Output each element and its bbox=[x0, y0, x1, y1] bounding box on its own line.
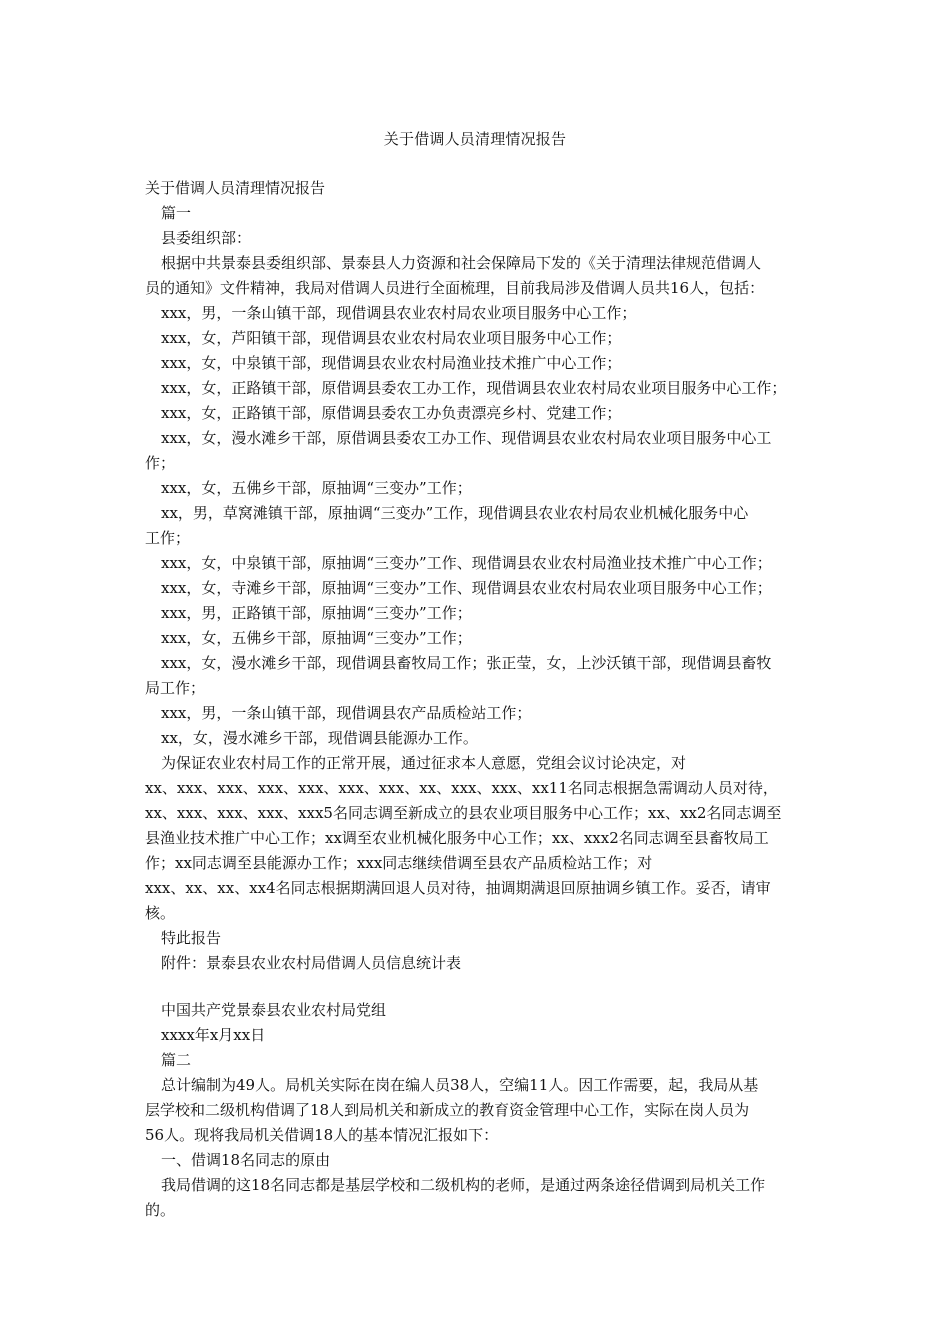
paragraph-line: 县渔业技术推广中心工作；xx调至农业机械化服务中心工作；xx、xxx2名同志调至县畜牧局工 bbox=[145, 829, 769, 847]
paragraph-line: 核。 bbox=[145, 904, 176, 922]
section-label: 篇一 bbox=[161, 204, 192, 222]
person-line: xxx，女，芦阳镇干部，现借调县农业农村局农业项目服务中心工作； bbox=[161, 329, 622, 347]
paragraph-line: xx、xxx、xxx、xxx、xxx5名同志调至新成立的县农业项目服务中心工作；xx、xx2名同志调至 bbox=[145, 804, 782, 822]
paragraph-line: xxx、xx、xx、xx4名同志根据期满回退人员对待，抽调期满退回原抽调乡镇工作。妥否，请审 bbox=[145, 879, 771, 897]
paragraph-line: 层学校和二级机构借调了18人到局机关和新成立的教育资金管理中心工作，实际在岗人员为 bbox=[145, 1101, 750, 1119]
document-body bbox=[145, 176, 811, 1223]
person-line: xxx，女，寺滩乡干部，原抽调“三变办”工作、现借调县农业农村局农业项目服务中心工作； bbox=[161, 579, 772, 597]
paragraph-line: 我局借调的这18名同志都是基层学校和二级机构的老师，是通过两条途径借调到局机关工作 bbox=[161, 1176, 766, 1194]
person-line-continuation: 作； bbox=[145, 454, 176, 472]
closing-line: 特此报告 bbox=[161, 929, 222, 947]
person-line: xxx，女，中泉镇干部，原抽调“三变办”工作、现借调县农业农村局渔业技术推广中心工作； bbox=[161, 554, 772, 572]
subheading-line: 一、借调18名同志的原由 bbox=[161, 1151, 331, 1169]
recipient-line: 县委组织部： bbox=[161, 229, 252, 247]
paragraph-line: 根据中共景泰县委组织部、景泰县人力资源和社会保障局下发的《关于清理法律规范借调人 bbox=[161, 254, 762, 272]
blank-line bbox=[145, 976, 811, 998]
person-line: xxx，男，一条山镇干部，现借调县农业农村局农业项目服务中心工作； bbox=[161, 304, 637, 322]
paragraph-line: 员的通知》文件精神，我局对借调人员进行全面梳理，目前我局涉及借调人员共16人，包括： bbox=[145, 279, 765, 297]
paragraph-line: 的。 bbox=[145, 1201, 176, 1219]
person-line: xx，男，草窝滩镇干部，原抽调“三变办”工作，现借调县农业农村局农业机械化服务中心 bbox=[161, 504, 749, 522]
person-line: xxx，女，正路镇干部，原借调县委农工办工作，现借调县农业农村局农业项目服务中心工作； bbox=[161, 379, 787, 397]
person-line: xxx，男，正路镇干部，原抽调“三变办”工作； bbox=[161, 604, 472, 622]
person-line: xxx，女，正路镇干部，原借调县委农工办负责漂亮乡村、党建工作； bbox=[161, 404, 622, 422]
paragraph-line: 56人。现将我局机关借调18人的基本情况汇报如下： bbox=[145, 1126, 499, 1144]
section-label: 篇二 bbox=[161, 1051, 192, 1069]
person-line-continuation: 工作； bbox=[145, 529, 191, 547]
attachment-line: 附件：景泰县农业农村局借调人员信息统计表 bbox=[161, 954, 462, 972]
paragraph-line: xx、xxx、xxx、xxx、xxx、xxx、xxx、xx、xxx、xxx、xx11名同志根据急需调动人员对待， bbox=[145, 779, 778, 797]
person-line: xxx，女，漫水滩乡干部，原借调县委农工办工作、现借调县农业农村局农业项目服务中心工 bbox=[161, 429, 772, 447]
paragraph-line: 总计编制为49人。局机关实际在岗在编人员38人，空编11人。因工作需要，起，我局从基 bbox=[161, 1076, 759, 1094]
document-title: 关于借调人员清理情况报告 bbox=[383, 130, 567, 148]
signature-line: 中国共产党景泰县农业农村局党组 bbox=[161, 1001, 387, 1019]
person-line: xx，女，漫水滩乡干部，现借调县能源办工作。 bbox=[161, 729, 478, 747]
person-line: xxx，男，一条山镇干部，现借调县农产品质检站工作； bbox=[161, 704, 532, 722]
person-line: xxx，女，五佛乡干部，原抽调“三变办”工作； bbox=[161, 479, 472, 497]
body-heading: 关于借调人员清理情况报告 bbox=[145, 179, 326, 197]
person-line: xxx，女，漫水滩乡干部，现借调县畜牧局工作；张正莹，女，上沙沃镇干部，现借调县畜牧 bbox=[161, 654, 772, 672]
person-line: xxx，女，五佛乡干部，原抽调“三变办”工作； bbox=[161, 629, 472, 647]
date-line: xxxx年x月xx日 bbox=[161, 1026, 266, 1044]
paragraph-line: 为保证农业农村局工作的正常开展，通过征求本人意愿，党组会议讨论决定，对 bbox=[161, 754, 687, 772]
person-line: xxx，女，中泉镇干部，现借调县农业农村局渔业技术推广中心工作； bbox=[161, 354, 622, 372]
person-line-continuation: 局工作； bbox=[145, 679, 206, 697]
paragraph-line: 作；xx同志调至县能源办工作；xxx同志继续借调至县农产品质检站工作；对 bbox=[145, 854, 653, 872]
